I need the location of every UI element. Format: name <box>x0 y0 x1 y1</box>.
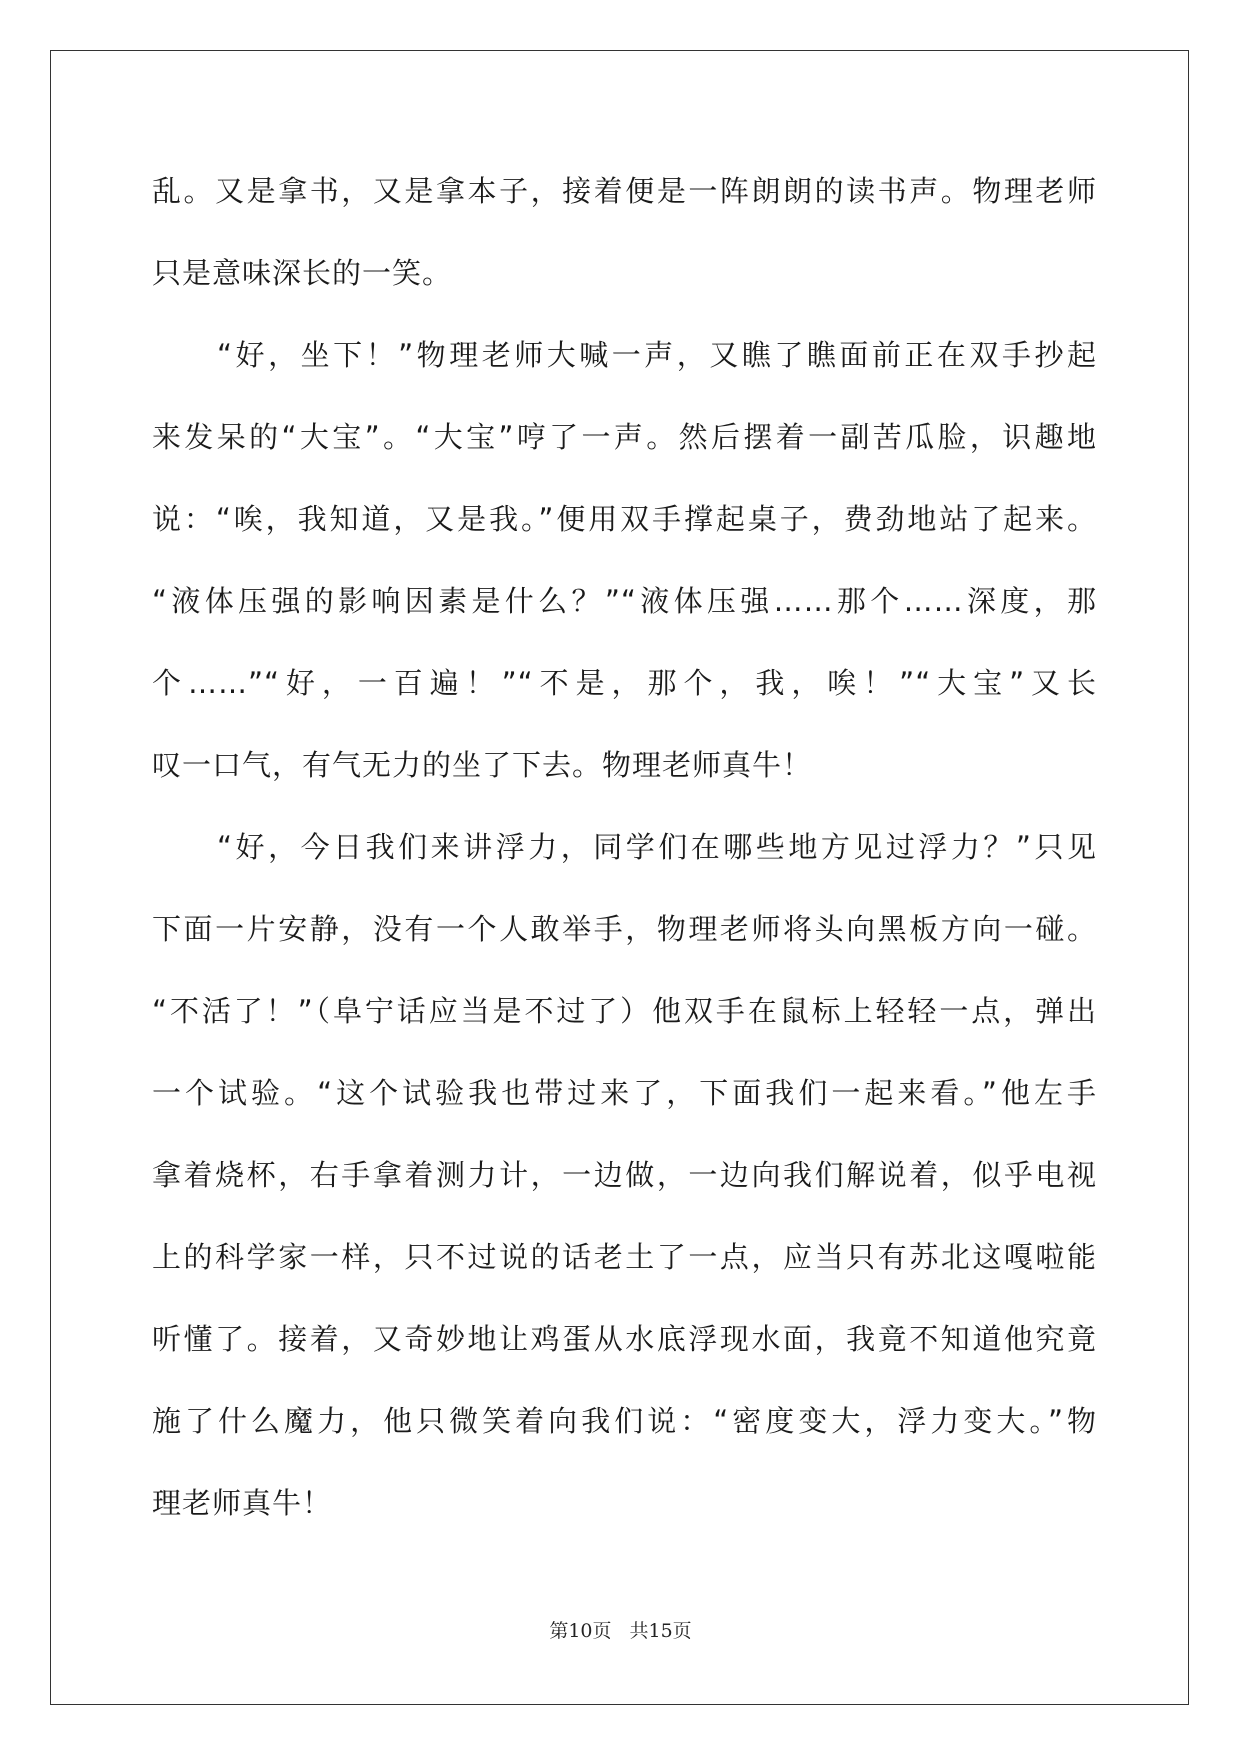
text-line: 理老师真牛！ <box>152 1486 333 1520</box>
text-line: 下面一片安静，没有一个人敢举手，物理老师将头向黑板方向一碰。 <box>152 912 1097 946</box>
text-line: 上的科学家一样，只不过说的话老土了一点，应当只有苏北这嘎啦能 <box>152 1240 1097 1274</box>
text-line: 个……”“好，一百遍！”“不是，那个，我，唉！”“大宝”又长 <box>152 666 1097 700</box>
text-line: 来发呆的“大宝”。“大宝”哼了一声。然后摆着一副苦瓜脸，识趣地 <box>152 420 1097 454</box>
text-line: “好，今日我们来讲浮力，同学们在哪些地方见过浮力？”只见 <box>152 830 1097 864</box>
page-footer <box>0 1616 1241 1643</box>
text-line: 一个试验。“这个试验我也带过来了，下面我们一起来看。”他左手 <box>152 1076 1097 1110</box>
body-text <box>152 163 1097 1557</box>
text-line: 叹一口气，有气无力的坐了下去。物理老师真牛！ <box>152 748 813 782</box>
text-line: 只是意味深长的一笑。 <box>152 256 453 290</box>
text-line: “液体压强的影响因素是什么？”“液体压强……那个……深度，那 <box>152 584 1097 618</box>
text-line: 拿着烧杯，右手拿着测力计，一边做，一边向我们解说着，似乎电视 <box>152 1158 1097 1192</box>
text-line: 乱。又是拿书，又是拿本子，接着便是一阵朗朗的读书声。物理老师 <box>152 174 1097 208</box>
text-line: 说：“唉，我知道，又是我。”便用双手撑起桌子，费劲地站了起来。 <box>152 502 1097 536</box>
page-total: 共15页 <box>629 1620 692 1642</box>
page-number: 第10页 <box>549 1620 612 1642</box>
text-line: “好，坐下！”物理老师大喊一声，又瞧了瞧面前正在双手抄起 <box>152 338 1097 372</box>
text-line: 施了什么魔力，他只微笑着向我们说：“密度变大，浮力变大。”物 <box>152 1404 1097 1438</box>
text-line: 听懂了。接着，又奇妙地让鸡蛋从水底浮现水面，我竟不知道他究竟 <box>152 1322 1097 1356</box>
text-line: “不活了！”（阜宁话应当是不过了）他双手在鼠标上轻轻一点，弹出 <box>152 994 1097 1028</box>
